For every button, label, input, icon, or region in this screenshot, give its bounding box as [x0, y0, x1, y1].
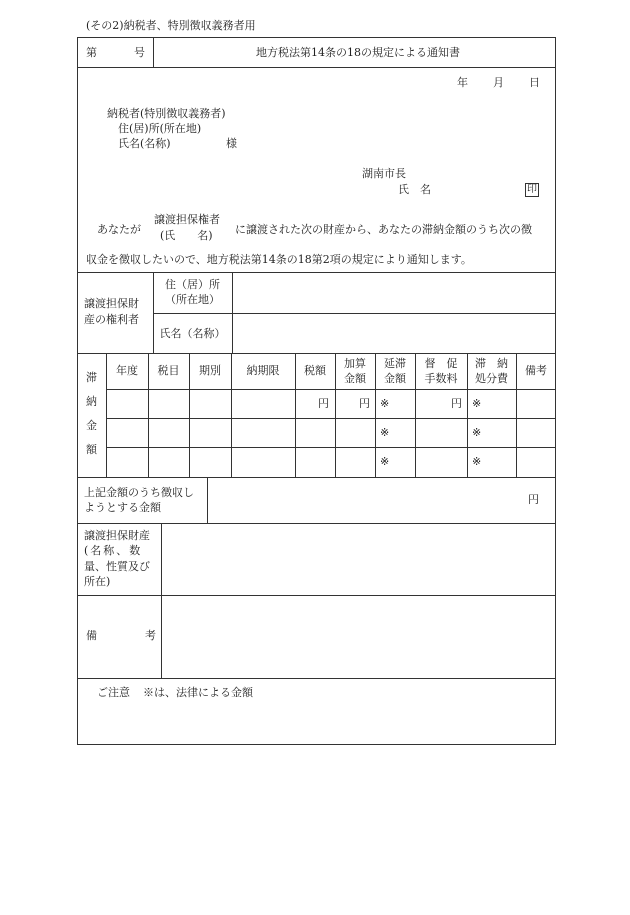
col-header-disposal: 滞 納 [475, 357, 508, 370]
delinquent-note-mark: ※ [380, 455, 390, 468]
body-stacked-top: 譲渡担保権者 [154, 213, 220, 226]
collection-unit: 円 [528, 493, 539, 506]
collection-label-1: 上記金額のうち徴収し [84, 486, 194, 499]
delinquent-note-mark: ※ [380, 397, 390, 410]
addressee-honorific: 様 [226, 137, 237, 150]
date-day: 日 [529, 76, 540, 89]
col-header-period: 期別 [199, 364, 221, 377]
sender-name-label: 氏 名 [398, 183, 431, 196]
rule-arrears-row2 [106, 447, 556, 448]
property-label-3: 量、性質及び [84, 560, 150, 573]
property-label-1: 譲渡担保財産 [84, 529, 150, 542]
rule-number-divider [153, 37, 154, 67]
number-label-left: 第 [86, 46, 97, 59]
col-header-surcharge: 金額 [344, 372, 366, 385]
addressee-name-label: 氏名(名称) [118, 137, 171, 150]
rule-arrears-row1 [106, 418, 556, 419]
col-header-remarks: 備考 [525, 364, 547, 377]
body-line2: 収金を徴収したいので、地方税法第14条の18第2項の規定により通知します。 [86, 253, 472, 266]
sender-office: 湖南市長 [362, 167, 406, 180]
arrears-side-char: 納 [86, 395, 97, 408]
rule-remarks-end [77, 678, 556, 679]
col-header-disposal: 処分費 [475, 372, 508, 385]
col-header-due-date: 納期限 [246, 364, 280, 377]
col-header-dun-fee: 督 促 [424, 357, 458, 370]
rule-col-6 [375, 353, 376, 477]
arrears-side-char: 滞 [86, 371, 97, 384]
notice-label: ご注意 [97, 686, 130, 699]
form-caption: (その2)納税者、特別徴収義務者用 [86, 19, 256, 32]
col-header-delinquent: 金額 [384, 372, 406, 385]
notice-text: ※は、法律による金額 [143, 686, 253, 699]
col-header-year: 年度 [116, 364, 138, 377]
property-label-2: (名称、数 [84, 544, 143, 557]
body-prefix: あなたが [97, 223, 141, 236]
rule-header [77, 67, 556, 68]
rule-body-end [77, 272, 556, 273]
body-stacked-bottom: (氏 名) [160, 229, 213, 242]
disposal-note-mark: ※ [472, 397, 482, 410]
rights-label-2: 産の権利者 [84, 313, 139, 326]
rule-property-divider [161, 523, 162, 678]
rule-col-7 [415, 353, 416, 477]
arrears-side-char: 額 [86, 443, 97, 456]
col-header-delinquent: 延滞 [384, 357, 406, 370]
rule-col-5 [335, 353, 336, 477]
tax-amount-yen: 円 [318, 397, 329, 410]
addressee-taxpayer: 納税者(特別徴収義務者) [107, 107, 226, 120]
rule-property-end [77, 595, 556, 596]
rule-arrears-end [77, 477, 556, 478]
dun-fee-yen: 円 [451, 397, 462, 410]
rule-arrears-head [106, 389, 556, 390]
document-title: 地方税法第14条の18の規定による通知書 [256, 46, 460, 59]
rule-rights-mid [153, 313, 556, 314]
surcharge-yen: 円 [359, 397, 370, 410]
number-label-right: 号 [134, 46, 145, 59]
rights-address-label-1: 住（居）所 [165, 278, 220, 291]
disposal-note-mark: ※ [472, 455, 482, 468]
date-year: 年 [457, 76, 468, 89]
rule-col-8 [467, 353, 468, 477]
addressee-address-label: 住(居)所(所在地) [118, 122, 202, 135]
disposal-note-mark: ※ [472, 426, 482, 439]
date-month: 月 [493, 76, 504, 89]
col-header-tax-amount: 税額 [304, 364, 326, 377]
delinquent-note-mark: ※ [380, 426, 390, 439]
property-label-4: 所在) [84, 575, 111, 588]
seal-mark: 印 [527, 184, 537, 195]
rights-address-label-2: （所在地） [165, 293, 220, 306]
body-suffix: に譲渡された次の財産から、あなたの滞納金額のうち次の徴 [235, 223, 532, 236]
rights-name-label: 氏名（名称） [159, 327, 226, 340]
rule-rights-field [232, 272, 233, 353]
rule-collection-divider [207, 477, 208, 523]
rights-label-1: 譲渡担保財 [84, 297, 139, 310]
col-header-surcharge: 加算 [344, 357, 366, 370]
arrears-side-char: 金 [86, 419, 97, 432]
collection-label-2: ようとする金額 [84, 501, 161, 514]
remarks-label-right: 考 [145, 629, 156, 642]
col-header-tax-item: 税目 [157, 364, 180, 377]
remarks-label-left: 備 [86, 629, 97, 642]
rule-collection-end [77, 523, 556, 524]
col-header-dun-fee: 手数料 [424, 372, 458, 385]
